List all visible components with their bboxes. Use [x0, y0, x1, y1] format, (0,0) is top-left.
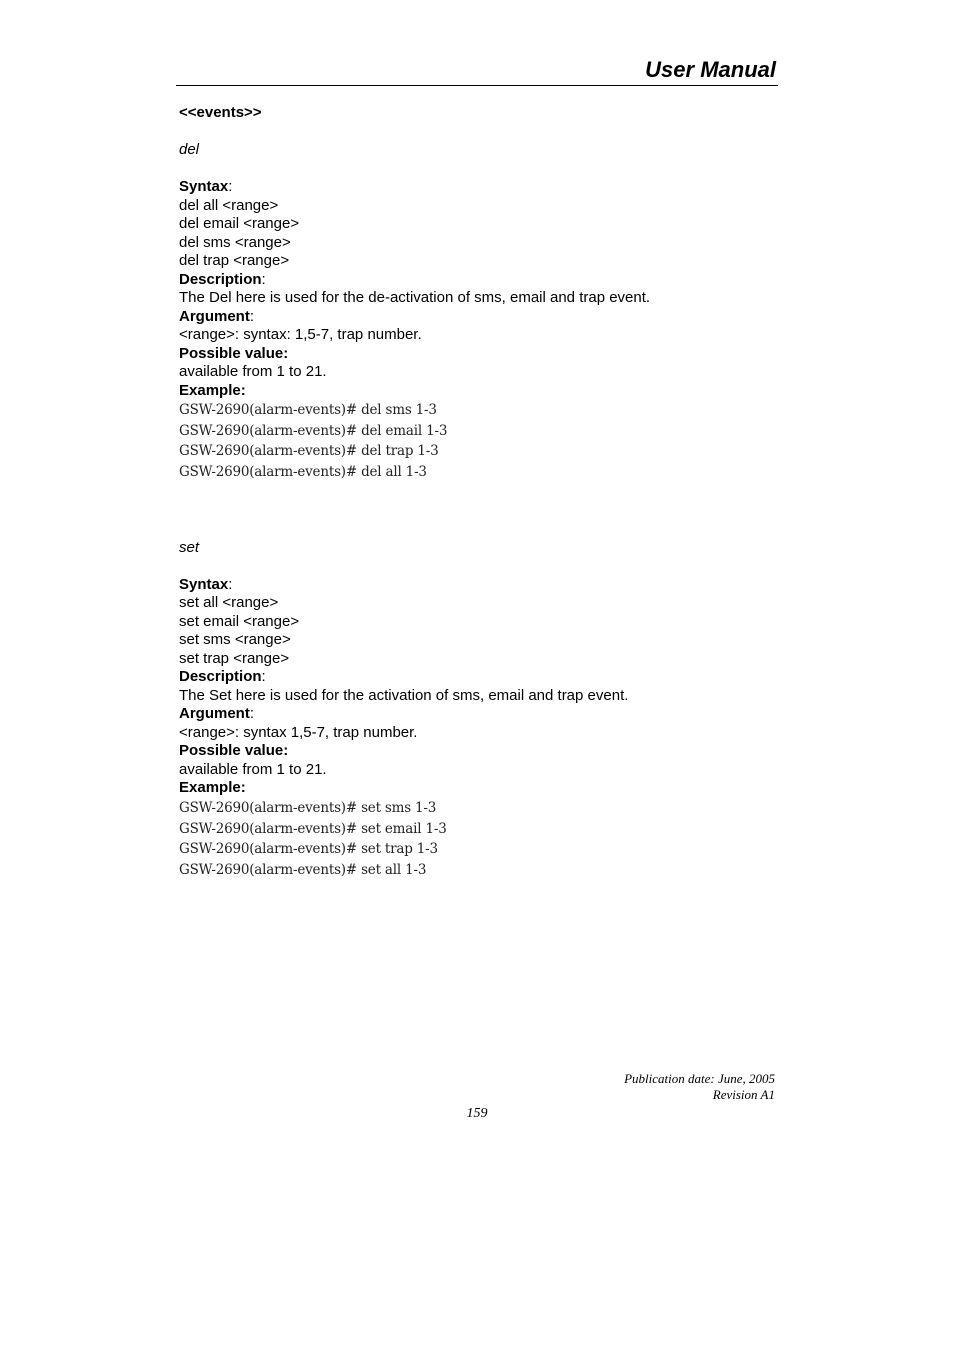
- example-code-line: GSW-2690(alarm-events)# del sms 1-3: [179, 402, 437, 418]
- syntax-label: Syntax: [179, 575, 229, 593]
- possible-value-text: available from 1 to 21.: [179, 363, 327, 380]
- example-code-line: GSW-2690(alarm-events)# del trap 1-3: [179, 443, 439, 460]
- example-code-line: GSW-2690(alarm-events)# del email 1-3: [179, 422, 448, 439]
- document-body: [179, 104, 779, 881]
- example-label: Example:: [179, 779, 246, 797]
- command-name: del: [179, 141, 200, 158]
- page-number: 159: [466, 1106, 488, 1121]
- syntax-line: set sms <range>: [179, 631, 291, 649]
- syntax-line: del all <range>: [179, 196, 279, 214]
- syntax-line: set email <range>: [179, 612, 300, 630]
- example-code-line: GSW-2690(alarm-events)# del all 1-3: [179, 464, 427, 481]
- possible-value-text: available from 1 to 21.: [179, 760, 327, 778]
- page-header: [176, 56, 778, 86]
- syntax-line: del sms <range>: [179, 233, 291, 251]
- syntax-label: Syntax: [179, 178, 229, 195]
- description-label: Description: [179, 668, 262, 686]
- page-footer: [624, 1071, 775, 1103]
- section-title: <<events>>: [179, 104, 262, 121]
- revision: Revision A1: [712, 1087, 775, 1102]
- argument-label: Argument: [179, 705, 250, 723]
- example-code-line: GSW-2690(alarm-events)# set email 1-3: [179, 820, 447, 837]
- example-code-line: GSW-2690(alarm-events)# set sms 1-3: [179, 799, 437, 816]
- argument-text: <range>: syntax: 1,5-7, trap number.: [179, 326, 422, 343]
- syntax-line: set all <range>: [179, 594, 279, 612]
- page-title: User Manual: [645, 57, 776, 82]
- syntax-line: del email <range>: [179, 215, 300, 232]
- argument-text: <range>: syntax 1,5-7, trap number.: [179, 723, 418, 741]
- example-label: Example:: [179, 381, 246, 399]
- description-text: The Del here is used for the de-activation of sms, email and trap event.: [179, 289, 651, 306]
- argument-label: Argument: [179, 307, 250, 325]
- syntax-line: del trap <range>: [179, 252, 290, 269]
- example-code-line: GSW-2690(alarm-events)# set trap 1-3: [179, 841, 438, 858]
- command-set: set Syntax: set all <range> set email <range> set sms <range> set trap <range> Description: The Set here is used for the activation of sms, email and trap event. Argument: <range>: syntax 1,5-7, trap number. Possible value: available from 1 to 21. Example: GSW-2690(alarm-events)# set sms 1-3 GSW-2690(alarm-events)# set email 1-3 GSW-2690(alarm-events)# set trap 1-3 GSW-2690(alarm-events)# set all 1-3: [179, 539, 779, 881]
- possible-value-label: Possible value:: [179, 344, 289, 362]
- command-name: set: [179, 538, 200, 556]
- possible-value-label: Possible value:: [179, 742, 289, 760]
- description-label: Description: [179, 270, 262, 288]
- example-code-line: GSW-2690(alarm-events)# set all 1-3: [179, 861, 427, 878]
- command-del: del Syntax: del all <range> del email <range> del sms <range> del trap <range> Description: The Del here is used for the de-activation of sms, email and trap event. Argument: <range>: syntax: 1,5-7, trap number. Possible value: available from 1 to 21. Example: GSW-2690(alarm-events)# del sms 1-3 GSW-2690(alarm-events)# del email 1-3 GSW-2690(alarm-events)# del trap 1-3 GSW-2690(alarm-events)# del all 1-3: [179, 141, 779, 483]
- description-text: The Set here is used for the activation of sms, email and trap event.: [179, 686, 629, 704]
- syntax-line: set trap <range>: [179, 649, 290, 667]
- publication-date: Publication date: June, 2005: [624, 1071, 775, 1086]
